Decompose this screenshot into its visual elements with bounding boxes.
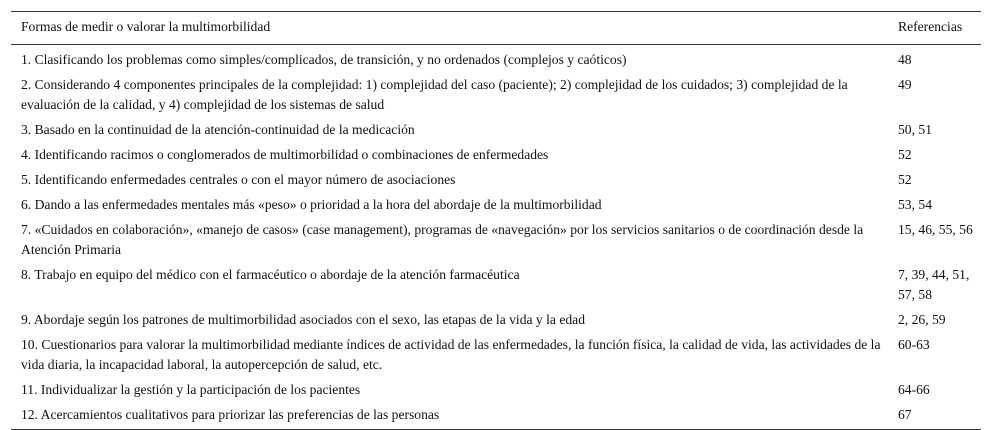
row-refs: 49 (898, 77, 912, 92)
row-refs: 52 (898, 172, 912, 187)
multimorbidity-table (11, 11, 981, 430)
table-row (11, 73, 981, 118)
row-refs: 60-63 (898, 337, 930, 352)
row-refs: 52 (898, 147, 912, 162)
row-text: 7. «Cuidados en colaboración», «manejo de casos» (case management), programas de «navegación» por los servicios sanitarios o de coordinación desde la Atención Primaria (21, 222, 864, 257)
row-refs: 7, 39, 44, 51, 57, 58 (898, 267, 970, 302)
row-refs: 50, 51 (898, 122, 932, 137)
row-refs: 15, 46, 55, 56 (898, 222, 973, 237)
row-text: 2. Considerando 4 componentes principales de la complejidad: 1) complejidad del caso (paciente); 2) complejidad de los cuidados; 3) complejidad de la evaluación de la calidad, y 4) complejidad de los sistemas de salud (21, 77, 848, 112)
table-row (11, 168, 981, 193)
row-refs: 53, 54 (898, 197, 932, 212)
row-text: 12. Acercamientos cualitativos para priorizar las preferencias de las personas (11, 403, 888, 430)
table-row (11, 263, 981, 308)
row-text: 8. Trabajo en equipo del médico con el farmacéutico o abordaje de la atención farmacéutica (21, 267, 520, 282)
row-refs: 67 (888, 403, 981, 430)
table-row (11, 308, 981, 333)
table-row (11, 378, 981, 403)
table-row (11, 45, 981, 74)
table-row (11, 118, 981, 143)
row-text: 3. Basado en la continuidad de la atención-continuidad de la medicación (21, 122, 415, 137)
row-text: 11. Individualizar la gestión y la participación de los pacientes (21, 382, 361, 397)
header-references: Referencias (888, 12, 981, 45)
table-header-row (11, 12, 981, 45)
row-text: 1. Clasificando los problemas como simples/complicados, de transición, y no ordenados (complejos y caóticos) (21, 52, 627, 67)
row-text: 5. Identificando enfermedades centrales o con el mayor número de asociaciones (21, 172, 456, 187)
table-row (11, 403, 981, 430)
row-refs: 2, 26, 59 (898, 312, 946, 327)
header-forms: Formas de medir o valorar la multimorbilidad (11, 12, 888, 45)
row-text: 10. Cuestionarios para valorar la multimorbilidad mediante índices de actividad de las enfermedades, la función física, la calidad de vida, las actividades de la vida diaria, la incapacidad laboral, la autopercepción de salud, etc. (21, 337, 881, 372)
table-row (11, 193, 981, 218)
table-row (11, 143, 981, 168)
table-row (11, 218, 981, 263)
row-text: 4. Identificando racimos o conglomerados de multimorbilidad o combinaciones de enfermedades (21, 147, 549, 162)
row-refs: 48 (898, 52, 912, 67)
row-text: 6. Dando a las enfermedades mentales más «peso» o prioridad a la hora del abordaje de la multimorbilidad (21, 197, 602, 212)
row-refs: 64-66 (898, 382, 930, 397)
row-text: 9. Abordaje según los patrones de multimorbilidad asociados con el sexo, las etapas de la vida y la edad (21, 312, 585, 327)
table-row (11, 333, 981, 378)
multimorbidity-table-container (11, 11, 981, 430)
